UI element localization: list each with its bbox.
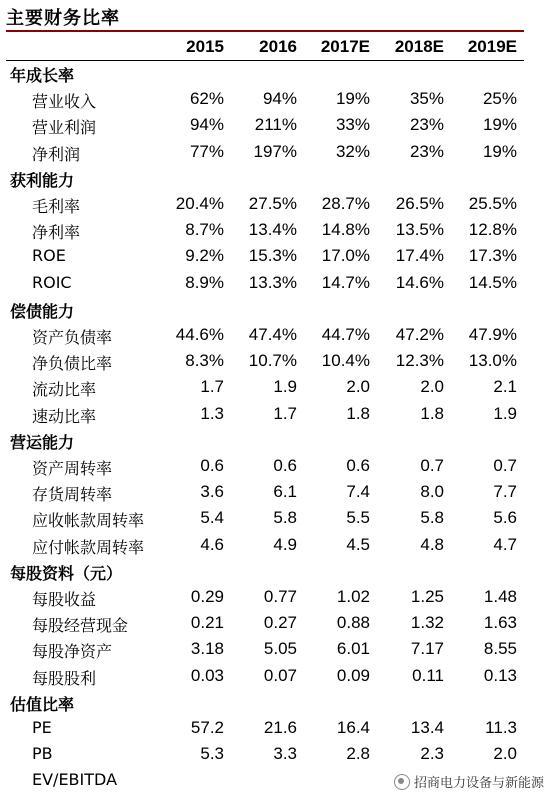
- cell-value: 15.3%: [248, 246, 297, 266]
- cell-value: 12.8%: [468, 220, 517, 240]
- cell-value: 47.4%: [248, 325, 297, 344]
- row-label: 每股收益: [32, 590, 97, 609]
- cell-value: 7.17: [410, 639, 444, 659]
- cell-value: 197%: [253, 141, 297, 161]
- cell-value: 4.9: [273, 534, 297, 554]
- cell-value: 4.8: [420, 534, 444, 554]
- row-label: 净负债比率: [32, 354, 113, 374]
- cell-value: 8.9%: [185, 272, 224, 292]
- table-row: [6, 375, 524, 401]
- row-label: 应付帐款周转率: [32, 537, 145, 557]
- table-row: [6, 140, 524, 166]
- cell-value: 10.4%: [321, 351, 370, 371]
- cell-value: 2.3: [420, 744, 444, 764]
- table-row: [6, 480, 524, 506]
- table-row: [6, 533, 524, 559]
- cell-value: 94%: [262, 89, 297, 109]
- cell-value: 17.3%: [468, 246, 517, 266]
- table-row: [6, 402, 524, 428]
- row-label: 毛利率: [32, 197, 81, 216]
- cell-value: 94%: [189, 115, 224, 135]
- section-label: 每股资料（元）: [10, 563, 123, 583]
- cell-value: 19%: [482, 141, 517, 161]
- row-label: 存货周转率: [32, 485, 113, 505]
- cell-value: 44.7%: [321, 325, 370, 344]
- cell-value: 19%: [482, 115, 517, 135]
- cell-value: 25%: [482, 89, 517, 109]
- cell-value: 0.07: [263, 665, 297, 685]
- cell-value: 0.03: [190, 665, 224, 685]
- row-label: 营业收入: [32, 92, 97, 112]
- cell-value: 1.02: [336, 587, 370, 606]
- table-row: [6, 192, 524, 218]
- table-row: [6, 585, 524, 611]
- cell-value: 1.7: [273, 403, 297, 423]
- cell-value: 0.7: [420, 456, 444, 475]
- row-label: 每股股利: [32, 668, 97, 688]
- cell-value: 10.7%: [248, 351, 297, 371]
- cell-value: 1.8: [346, 403, 370, 423]
- section-heading-row: [6, 559, 524, 585]
- cell-value: 6.01: [336, 639, 370, 659]
- row-label: 营业利润: [32, 118, 97, 138]
- table-row: [6, 506, 524, 532]
- cell-value: 6.1: [273, 482, 297, 502]
- cell-value: 28.7%: [321, 194, 370, 213]
- cell-value: 25.5%: [468, 194, 517, 213]
- section-heading-row: [6, 166, 524, 192]
- cell-value: 8.7%: [185, 220, 224, 240]
- cell-value: 0.6: [273, 456, 297, 475]
- cell-value: 14.5%: [468, 272, 517, 292]
- cell-value: 33%: [335, 115, 370, 135]
- cell-value: 0.88: [336, 613, 370, 633]
- table-row: [6, 323, 524, 349]
- cell-value: 5.6: [493, 508, 517, 528]
- cell-value: 5.8: [420, 508, 444, 528]
- column-header-4: 2019E: [467, 37, 517, 56]
- cell-value: 12.3%: [395, 351, 444, 371]
- cell-value: 23%: [409, 115, 444, 135]
- table-row: [6, 454, 524, 480]
- cell-value: 0.77: [263, 587, 297, 606]
- table-row: [6, 271, 524, 297]
- cell-value: 14.6%: [395, 272, 444, 292]
- cell-value: 17.0%: [321, 246, 370, 266]
- cell-value: 5.8: [273, 508, 297, 528]
- cell-value: 211%: [254, 115, 297, 135]
- table-row: [6, 742, 524, 768]
- cell-value: 20.4%: [175, 194, 224, 213]
- table-row: [6, 716, 524, 742]
- table-row: [6, 113, 524, 139]
- cell-value: 2.8: [346, 744, 370, 764]
- cell-value: 5.3: [200, 744, 224, 764]
- cell-value: 4.5: [346, 534, 370, 554]
- table-row: [6, 611, 524, 637]
- row-label: 资产负债率: [32, 328, 113, 347]
- cell-value: 1.32: [410, 613, 444, 633]
- cell-value: 32%: [335, 141, 370, 161]
- table-header: [6, 30, 524, 61]
- row-label: 每股净资产: [32, 642, 113, 662]
- cell-value: 1.63: [483, 613, 517, 633]
- row-label: 净利率: [32, 223, 81, 243]
- cell-value: 13.5%: [395, 220, 444, 240]
- cell-value: 4.6: [200, 534, 224, 554]
- cell-value: 62%: [189, 89, 224, 109]
- cell-value: 2.0: [346, 377, 370, 397]
- cell-value: 1.7: [200, 377, 224, 397]
- section-heading-row: [6, 61, 524, 87]
- cell-value: 4.7: [493, 534, 517, 554]
- cell-value: 2.1: [493, 377, 517, 397]
- row-label: ROIC: [32, 272, 72, 292]
- cell-value: 44.6%: [175, 325, 224, 344]
- cell-value: 7.4: [346, 482, 370, 502]
- cell-value: 5.4: [200, 508, 224, 528]
- cell-value: 13.0%: [468, 351, 517, 371]
- cell-value: 0.7: [493, 456, 517, 475]
- column-header-0: 2015: [186, 37, 224, 56]
- cell-value: 16.4: [336, 718, 370, 737]
- cell-value: 5.5: [346, 508, 370, 528]
- row-label: PE: [32, 718, 52, 737]
- cell-value: 9.2%: [185, 246, 224, 266]
- cell-value: 1.25: [410, 587, 444, 606]
- section-label: 估值比率: [10, 694, 75, 714]
- row-label: 速动比率: [32, 406, 97, 426]
- section-label: 获利能力: [10, 170, 75, 190]
- watermark-text: 招商电力设备与新能源: [413, 776, 544, 791]
- cell-value: 0.11: [412, 665, 444, 685]
- section-heading-row: [6, 428, 524, 454]
- cell-value: 57.2: [190, 718, 224, 737]
- cell-value: 0.21: [190, 613, 224, 633]
- cell-value: 35%: [409, 89, 444, 109]
- cell-value: 5.05: [263, 639, 297, 659]
- table-row: [6, 244, 524, 270]
- cell-value: 3.6: [200, 482, 224, 502]
- cell-value: 0.6: [200, 456, 224, 475]
- cell-value: 13.4%: [248, 220, 297, 240]
- section-heading-row: [6, 690, 524, 716]
- row-label: 资产周转率: [32, 459, 113, 478]
- cell-value: 19%: [335, 89, 370, 109]
- cell-value: 1.3: [200, 403, 224, 423]
- cell-value: 0.29: [190, 587, 224, 606]
- cell-value: 2.0: [493, 744, 517, 764]
- cell-value: 0.6: [346, 456, 370, 475]
- cell-value: 2.0: [420, 377, 444, 397]
- cell-value: 11.3: [485, 718, 517, 737]
- cell-value: 13.4: [410, 718, 444, 737]
- section-heading-row: [6, 297, 524, 323]
- cell-value: 14.8%: [321, 220, 370, 240]
- watermark: [394, 772, 544, 791]
- cell-value: 8.0: [420, 482, 444, 502]
- cell-value: 13.3%: [248, 272, 297, 292]
- cell-value: 0.27: [263, 613, 297, 633]
- cell-value: 3.18: [190, 639, 224, 659]
- row-label: EV/EBITDA: [32, 770, 118, 790]
- row-label: PB: [32, 744, 53, 764]
- column-header-2: 2017E: [320, 37, 370, 56]
- cell-value: 77%: [189, 141, 224, 161]
- cell-value: 17.4%: [395, 246, 444, 266]
- row-label: 应收帐款周转率: [32, 511, 145, 531]
- row-label: 流动比率: [32, 380, 97, 400]
- column-header-3: 2018E: [394, 37, 444, 56]
- cell-value: 0.13: [483, 665, 517, 685]
- cell-value: 0.09: [336, 665, 370, 685]
- cell-value: 1.9: [493, 403, 517, 423]
- table-title: 主要财务比率: [6, 8, 120, 29]
- section-label: 营运能力: [10, 432, 75, 452]
- cell-value: 21.6: [263, 718, 297, 737]
- cell-value: 8.3%: [185, 351, 224, 371]
- cell-value: 27.5%: [248, 194, 297, 213]
- wechat-logo-icon: [394, 774, 410, 790]
- section-label: 年成长率: [10, 66, 75, 85]
- cell-value: 26.5%: [395, 194, 444, 213]
- row-label: 每股经营现金: [32, 616, 129, 636]
- cell-value: 1.8: [420, 403, 444, 423]
- table-row: [6, 87, 524, 113]
- table-row: [6, 637, 524, 663]
- table-row: [6, 349, 524, 375]
- table-row: [6, 664, 524, 690]
- cell-value: 7.7: [493, 482, 517, 502]
- cell-value: 1.9: [273, 377, 297, 397]
- table-row: [6, 218, 524, 244]
- cell-value: 8.55: [483, 639, 517, 659]
- cell-value: 3.3: [273, 744, 297, 764]
- cell-value: 14.7%: [321, 272, 370, 292]
- section-label: 偿债能力: [10, 301, 75, 321]
- column-header-1: 2016: [259, 37, 297, 56]
- cell-value: 47.2%: [395, 325, 444, 344]
- row-label: 净利润: [32, 144, 81, 164]
- cell-value: 47.9%: [468, 325, 517, 344]
- cell-value: 23%: [409, 141, 444, 161]
- cell-value: 1.48: [483, 587, 517, 606]
- row-label: ROE: [32, 246, 66, 266]
